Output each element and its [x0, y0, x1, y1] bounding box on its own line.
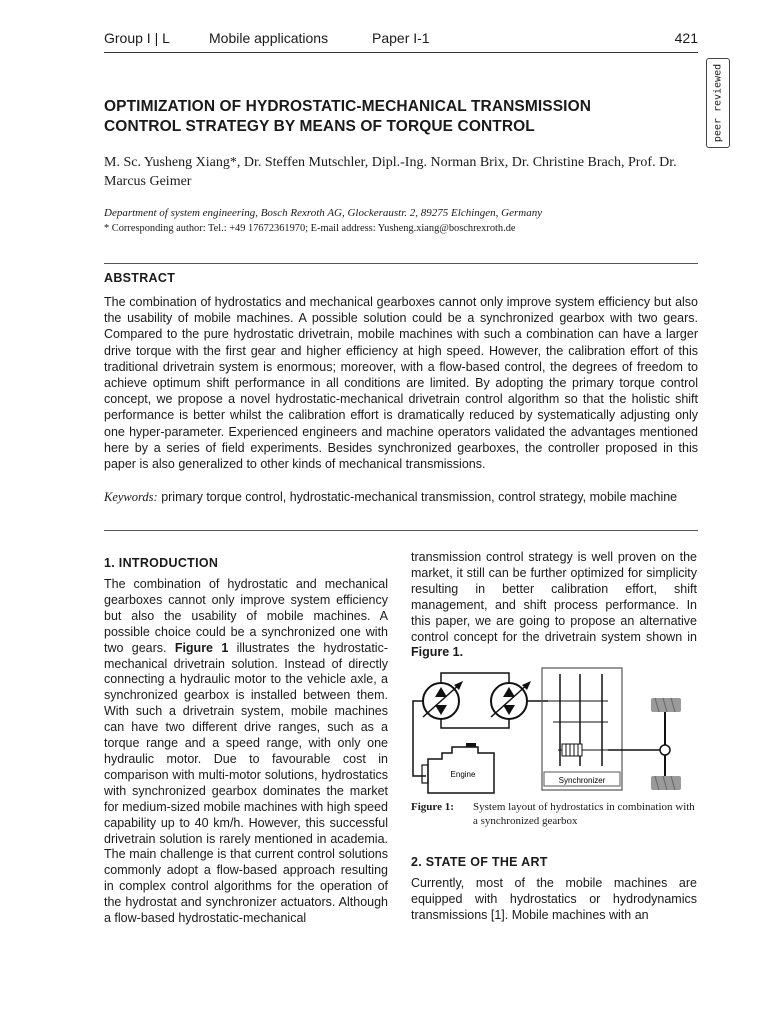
header-rule [104, 52, 698, 53]
intro-figure-ref: Figure 1 [174, 640, 229, 655]
abstract-text: The combination of hydrostatics and mechanical gearboxes cannot only improve system efficiency but also the usability of mobile machines. A possible solution could be a synchronized gearbox with two gears. Compared to the pure hydrostatic drivetrain, mobile machines with such a combination can have a larger drive torque with the first gear and higher efficiency at high speed. However, the calibration effort of this traditional drivetrain system is enormous; moreover, with a flow-based control, the degrees of freedom to achieve optimum shift performance in all conditions are limited. By adopting the primary torque control concept, we propose a novel hydrostatic-mechanical drivetrain control algorithm so that the holistic shift performance is better whilst the calibration effort is dramatically reduced by systematically adjusting only one hyper-parameter. Experienced engineers and machine operators validated the advantages mentioned here by a series of field experiments. Besides synchronized gearboxes, the controller proposed in this paper is also generalized to other kinds of mechanical transmissions. [104, 295, 698, 472]
intro-text-b: illustrates the hydrostatic-mechanical drivetrain solution. Instead of directly connecting a hydraulic motor to the vehicle axle, a synchronized gearbox is installed between them. With such a drivetrain system, mobile machines can have two different drive ranges, such as a torque range and a speed range, with only one hydraulic motor. Due to favourable cost in comparison with multi-motor solutions, hydrostatics with synchronized gearbox dominates the market for medium-sized mobile machines with high speed capability up to 40 km/h. However, this successful drivetrain solution is rarely mentioned in academia. The main challenge is that current control solutions commonly adopt a flow-based approach resulting in complex control algorithms for the operation of the hydrostat and synchronizer actuators. Although a flow-based hydrostatic-mechanical [104, 640, 388, 926]
page-number: 421 [674, 30, 698, 46]
peer-reviewed-badge [706, 58, 730, 148]
peer-reviewed-label: peer reviewed [712, 63, 724, 143]
running-header [104, 30, 698, 50]
authors: M. Sc. Yusheng Xiang*, Dr. Steffen Mutschler, Dipl.-Ing. Norman Brix, Dr. Christine Brach, Prof. Dr. Marcus Geimer [104, 155, 677, 189]
corresponding-author: * Corresponding author: Tel.: +49 17672361970; E-mail address: Yusheng.xiang@boschrexroth.de [104, 223, 516, 234]
differential-icon [660, 745, 670, 755]
intro-paragraph [104, 577, 388, 927]
intro-col2-figure-ref: Figure 1. [411, 645, 464, 660]
keywords [104, 489, 698, 505]
title-line-2: CONTROL STRATEGY BY MEANS OF TORQUE CONTROL [104, 118, 535, 135]
abstract-top-rule [104, 263, 698, 264]
header-group: Group I | L [104, 30, 170, 46]
abstract-heading: ABSTRACT [104, 271, 176, 285]
hydraulic-lines [441, 673, 509, 728]
header-paper: Paper I-1 [372, 30, 430, 46]
figure-caption-text: System layout of hydrostatics in combination with a synchronized gearbox [473, 801, 695, 827]
state-of-art-heading: 2. STATE OF THE ART [411, 855, 548, 869]
hydraulic-pump-icon [423, 681, 463, 719]
affiliation: Department of system engineering, Bosch Rexroth AG, Glockeraustr. 2, 89275 Elchingen, Germany [104, 207, 543, 219]
hydraulic-motor-icon [491, 681, 531, 719]
figure-caption-label: Figure 1: [411, 801, 454, 813]
paper-title [104, 97, 698, 137]
state-of-art-paragraph: Currently, most of the mobile machines are equipped with hydrostatics or hydrodynamics transmissions [1]. Mobile machines with an [411, 876, 697, 922]
title-line-1: OPTIMIZATION OF HYDROSTATIC-MECHANICAL TRANSMISSION [104, 98, 592, 115]
intro-col2-text: transmission control strategy is well proven on the market, it still can be further optimized for simplicity resulting in better calibration effort, shift management, and shift process performance. In this paper, we are going to propose an alternative control concept for the drivetrain system shown in [411, 550, 697, 644]
figure-1-system-layout [408, 664, 698, 794]
intro-continued [411, 550, 697, 661]
header-section: Mobile applications [209, 30, 329, 46]
abstract-bottom-rule [104, 530, 698, 531]
engine-label: Engine [450, 770, 476, 779]
engine-icon [422, 743, 494, 793]
synchronized-gearbox-icon [542, 668, 622, 790]
keywords-text: primary torque control, hydrostatic-mechanical transmission, control strategy, mobile machine [161, 490, 678, 504]
synchronizer-label: Synchronizer [558, 776, 606, 785]
keywords-label: Keywords: [104, 490, 158, 504]
intro-heading: 1. INTRODUCTION [104, 556, 219, 570]
intro-text-a: The combination of hydrostatic and mechanical gearboxes cannot only improve system efficiency but also the usability of mobile machines. A possible choice could be a synchronized one with two gears. [104, 577, 388, 655]
